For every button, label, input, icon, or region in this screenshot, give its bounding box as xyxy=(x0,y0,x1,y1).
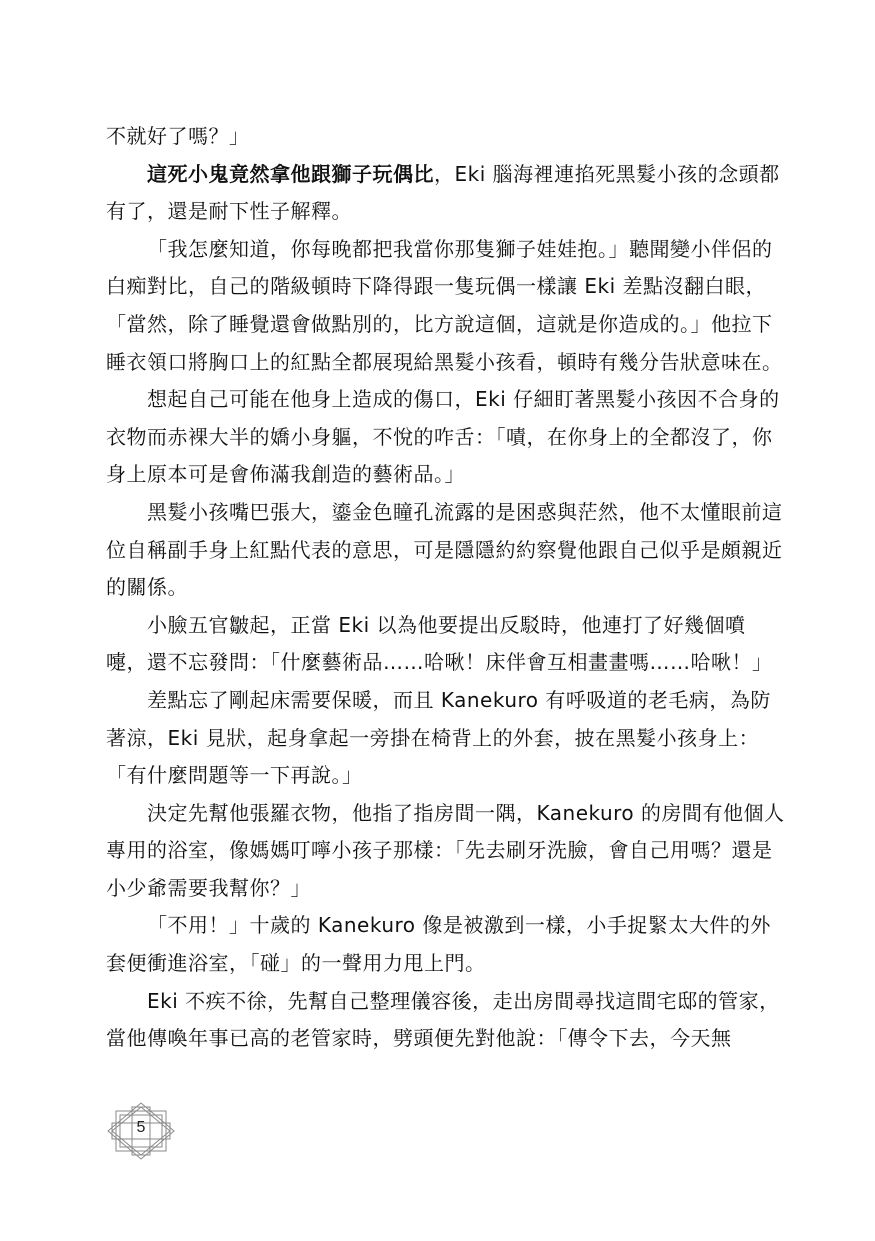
paragraph-text: ，Eki 腦海裡連掐死黑髮小孩的念頭都有了，還是耐下性子解釋。 xyxy=(106,161,780,224)
paragraph-text: 差點忘了剛起床需要保暖，而且 Kanekuro 有呼吸道的老毛病，為防著涼，Eki 見狀，起身拿起一旁掛在椅背上的外套，披在黑髮小孩身上：「有什麼問題等一下再說。」 xyxy=(106,687,771,788)
paragraph-text: 「我怎麼知道，你每晚都把我當你那隻獅子娃娃抱。」聽聞變小伴侶的白痴對比，自己的階級頓時下降得跟一隻玩偶一樣讓 Eki 差點沒翻白眼，「當然，除了睡覺還會做點別的，比方說這個，這就是你造成的。」他拉下睡衣領口將胸口上的紅點全都展現給黑髮小孩看，頓時有幾分告狀意味在。 xyxy=(106,236,783,374)
paragraph xyxy=(106,494,786,607)
paragraph-text: 「不用！」十歲的 Kanekuro 像是被激到一樣，小手捉緊太大件的外套便衝進浴室，「碰」的一聲用力甩上門。 xyxy=(106,913,771,976)
paragraph xyxy=(106,907,786,982)
paragraph-text: Eki 不疾不徐，先幫自己整理儀容後，走出房間尋找這間宅邸的管家，當他傳喚年事已高的老管家時，劈頭便先對他說：「傳令下去，今天無 xyxy=(106,988,780,1051)
paragraph xyxy=(106,231,786,381)
paragraph xyxy=(106,983,786,1058)
bold-phrase: 這死小鬼竟然拿他跟獅子玩偶比 xyxy=(147,161,434,186)
paragraph-text: 不就好了嗎？」 xyxy=(106,124,250,148)
paragraph-text: 黑髮小孩嘴巴張大，鎏金色瞳孔流露的是困惑與茫然，他不太懂眼前這位自稱副手身上紅點代表的意思，可是隱隱約約察覺他跟自己似乎是頗親近的關係。 xyxy=(106,499,783,600)
paragraph xyxy=(106,795,786,908)
paragraph-text: 決定先幫他張羅衣物，他指了指房間一隅，Kanekuro 的房間有他個人專用的浴室，像媽媽叮嚀小孩子那樣：「先去刷牙洗臉，會自己用嗎？還是小少爺需要我幫你？」 xyxy=(106,800,785,900)
paragraph xyxy=(106,682,786,795)
paragraph-text: 小臉五官皺起，正當 Eki 以為他要提出反駁時，他連打了好幾個噴嚏，還不忘發問：「什麼藝術品……哈啾！床伴會互相畫畫嗎……哈啾！」 xyxy=(106,612,773,675)
body-text xyxy=(106,118,786,1058)
paragraph xyxy=(106,118,786,156)
paragraph xyxy=(106,381,786,494)
paragraph xyxy=(106,607,786,682)
paragraph xyxy=(106,156,786,231)
page-number: 5 xyxy=(136,1119,146,1136)
paragraph-text: 想起自己可能在他身上造成的傷口，Eki 仔細盯著黑髮小孩因不合身的衣物而赤裸大半的嬌小身軀，不悅的咋舌：「嘖，在你身上的全都沒了，你身上原本可是會佈滿我創造的藝術品。」 xyxy=(106,387,780,487)
